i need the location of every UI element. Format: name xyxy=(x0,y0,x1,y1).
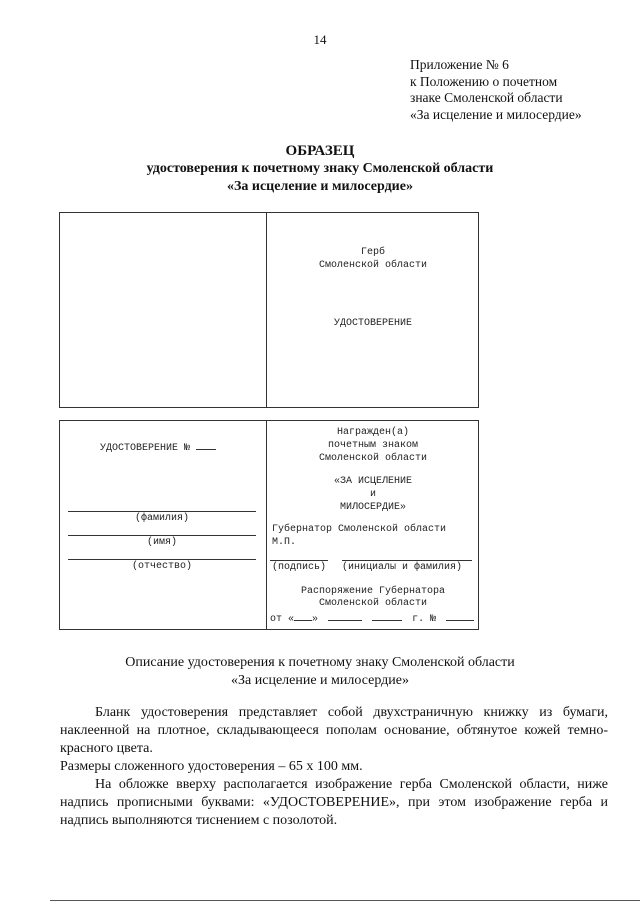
name-caption: (имя) xyxy=(146,537,177,548)
name-line xyxy=(68,535,256,536)
governor-label: Губернатор Смоленской области xyxy=(272,524,447,535)
initials-caption: (инициалы и фамилия) xyxy=(342,562,463,573)
certificate-number-text: УДОСТОВЕРЕНИЕ № xyxy=(100,443,191,454)
surname-line xyxy=(68,511,256,512)
heading-award-name: «За исцеление и милосердие» xyxy=(227,179,413,194)
patronymic-line xyxy=(68,559,256,560)
award-name-line: МИЛОСЕРДИЕ» xyxy=(339,502,406,513)
certificate-number-label xyxy=(100,440,216,454)
award-name-line: «ЗА ИСЦЕЛЕНИЕ xyxy=(333,476,412,487)
description-paragraph-2 xyxy=(60,758,608,776)
initials-line xyxy=(342,560,472,561)
page-number: 14 xyxy=(313,32,327,47)
order-number-field xyxy=(446,611,474,621)
coat-of-arms-line: Смоленской области xyxy=(318,260,428,271)
description-text: Размеры сложенного удостоверения – 65 х 100 мм. xyxy=(60,759,363,774)
description-title-line: Описание удостоверения к почетному знаку Смоленской области xyxy=(125,655,515,670)
cover-spread xyxy=(59,212,479,408)
order-year-suffix: г. № xyxy=(412,614,437,625)
signature-line xyxy=(270,560,328,561)
document-heading xyxy=(0,142,640,196)
awarded-line: Награжден(а) xyxy=(336,427,409,438)
awarded-block xyxy=(267,426,479,465)
stamp-label: М.П. xyxy=(272,537,297,548)
coat-of-arms-placeholder xyxy=(267,246,479,272)
signature-caption: (подпись) xyxy=(272,562,327,573)
order-line: Распоряжение Губернатора xyxy=(300,586,446,597)
patronymic-caption: (отчество) xyxy=(131,561,192,572)
description-text: На обложке вверху располагается изображение герба Смоленской области, ниже надпись прописными буквами: «УДОСТОВЕРЕНИЕ», при этом изображение герба и надпись выполняются тиснением с позолотой. xyxy=(60,777,608,828)
award-name-block xyxy=(267,475,479,514)
order-line: Смоленской области xyxy=(318,598,428,609)
order-date-from: от « xyxy=(270,614,295,625)
description-title-line: «За исцеление и милосердие» xyxy=(231,673,409,688)
order-date-line xyxy=(270,611,474,625)
awarded-line: почетным знаком xyxy=(327,440,418,451)
awarded-line: Смоленской области xyxy=(318,453,428,464)
description-title xyxy=(0,654,640,690)
order-date-close: » xyxy=(312,614,319,625)
governor-order-block xyxy=(267,586,479,610)
annex-line: к Положению о почетном xyxy=(410,73,558,89)
cover-fold-line xyxy=(266,212,267,408)
cover-title: УДОСТОВЕРЕНИЕ xyxy=(333,318,412,329)
description-paragraph-1 xyxy=(60,704,608,758)
surname-caption: (фамилия) xyxy=(134,513,189,524)
order-day-field xyxy=(294,611,312,621)
award-name-line: и xyxy=(369,489,376,500)
description-text: Бланк удостоверения представляет собой двухстраничную книжку из бумаги, наклеенной на плотное, складывающееся пополам основание, обтянутое кожей темно-красного цвета. xyxy=(60,705,608,756)
order-year-field xyxy=(372,611,402,621)
description-paragraph-3 xyxy=(60,776,608,830)
heading-title: ОБРАЗЕЦ xyxy=(285,143,355,159)
certificate-number-field xyxy=(196,440,216,450)
heading-subtitle: удостоверения к почетному знаку Смоленской области xyxy=(146,161,494,176)
coat-of-arms-line: Герб xyxy=(360,247,385,258)
annex-line: «За исцеление и милосердие» xyxy=(410,106,582,122)
order-month-field xyxy=(328,611,362,621)
page-bottom-edge xyxy=(50,900,640,901)
annex-line: Приложение № 6 xyxy=(410,57,509,72)
annex-reference xyxy=(410,57,582,123)
annex-line: знаке Смоленской области xyxy=(410,90,563,105)
